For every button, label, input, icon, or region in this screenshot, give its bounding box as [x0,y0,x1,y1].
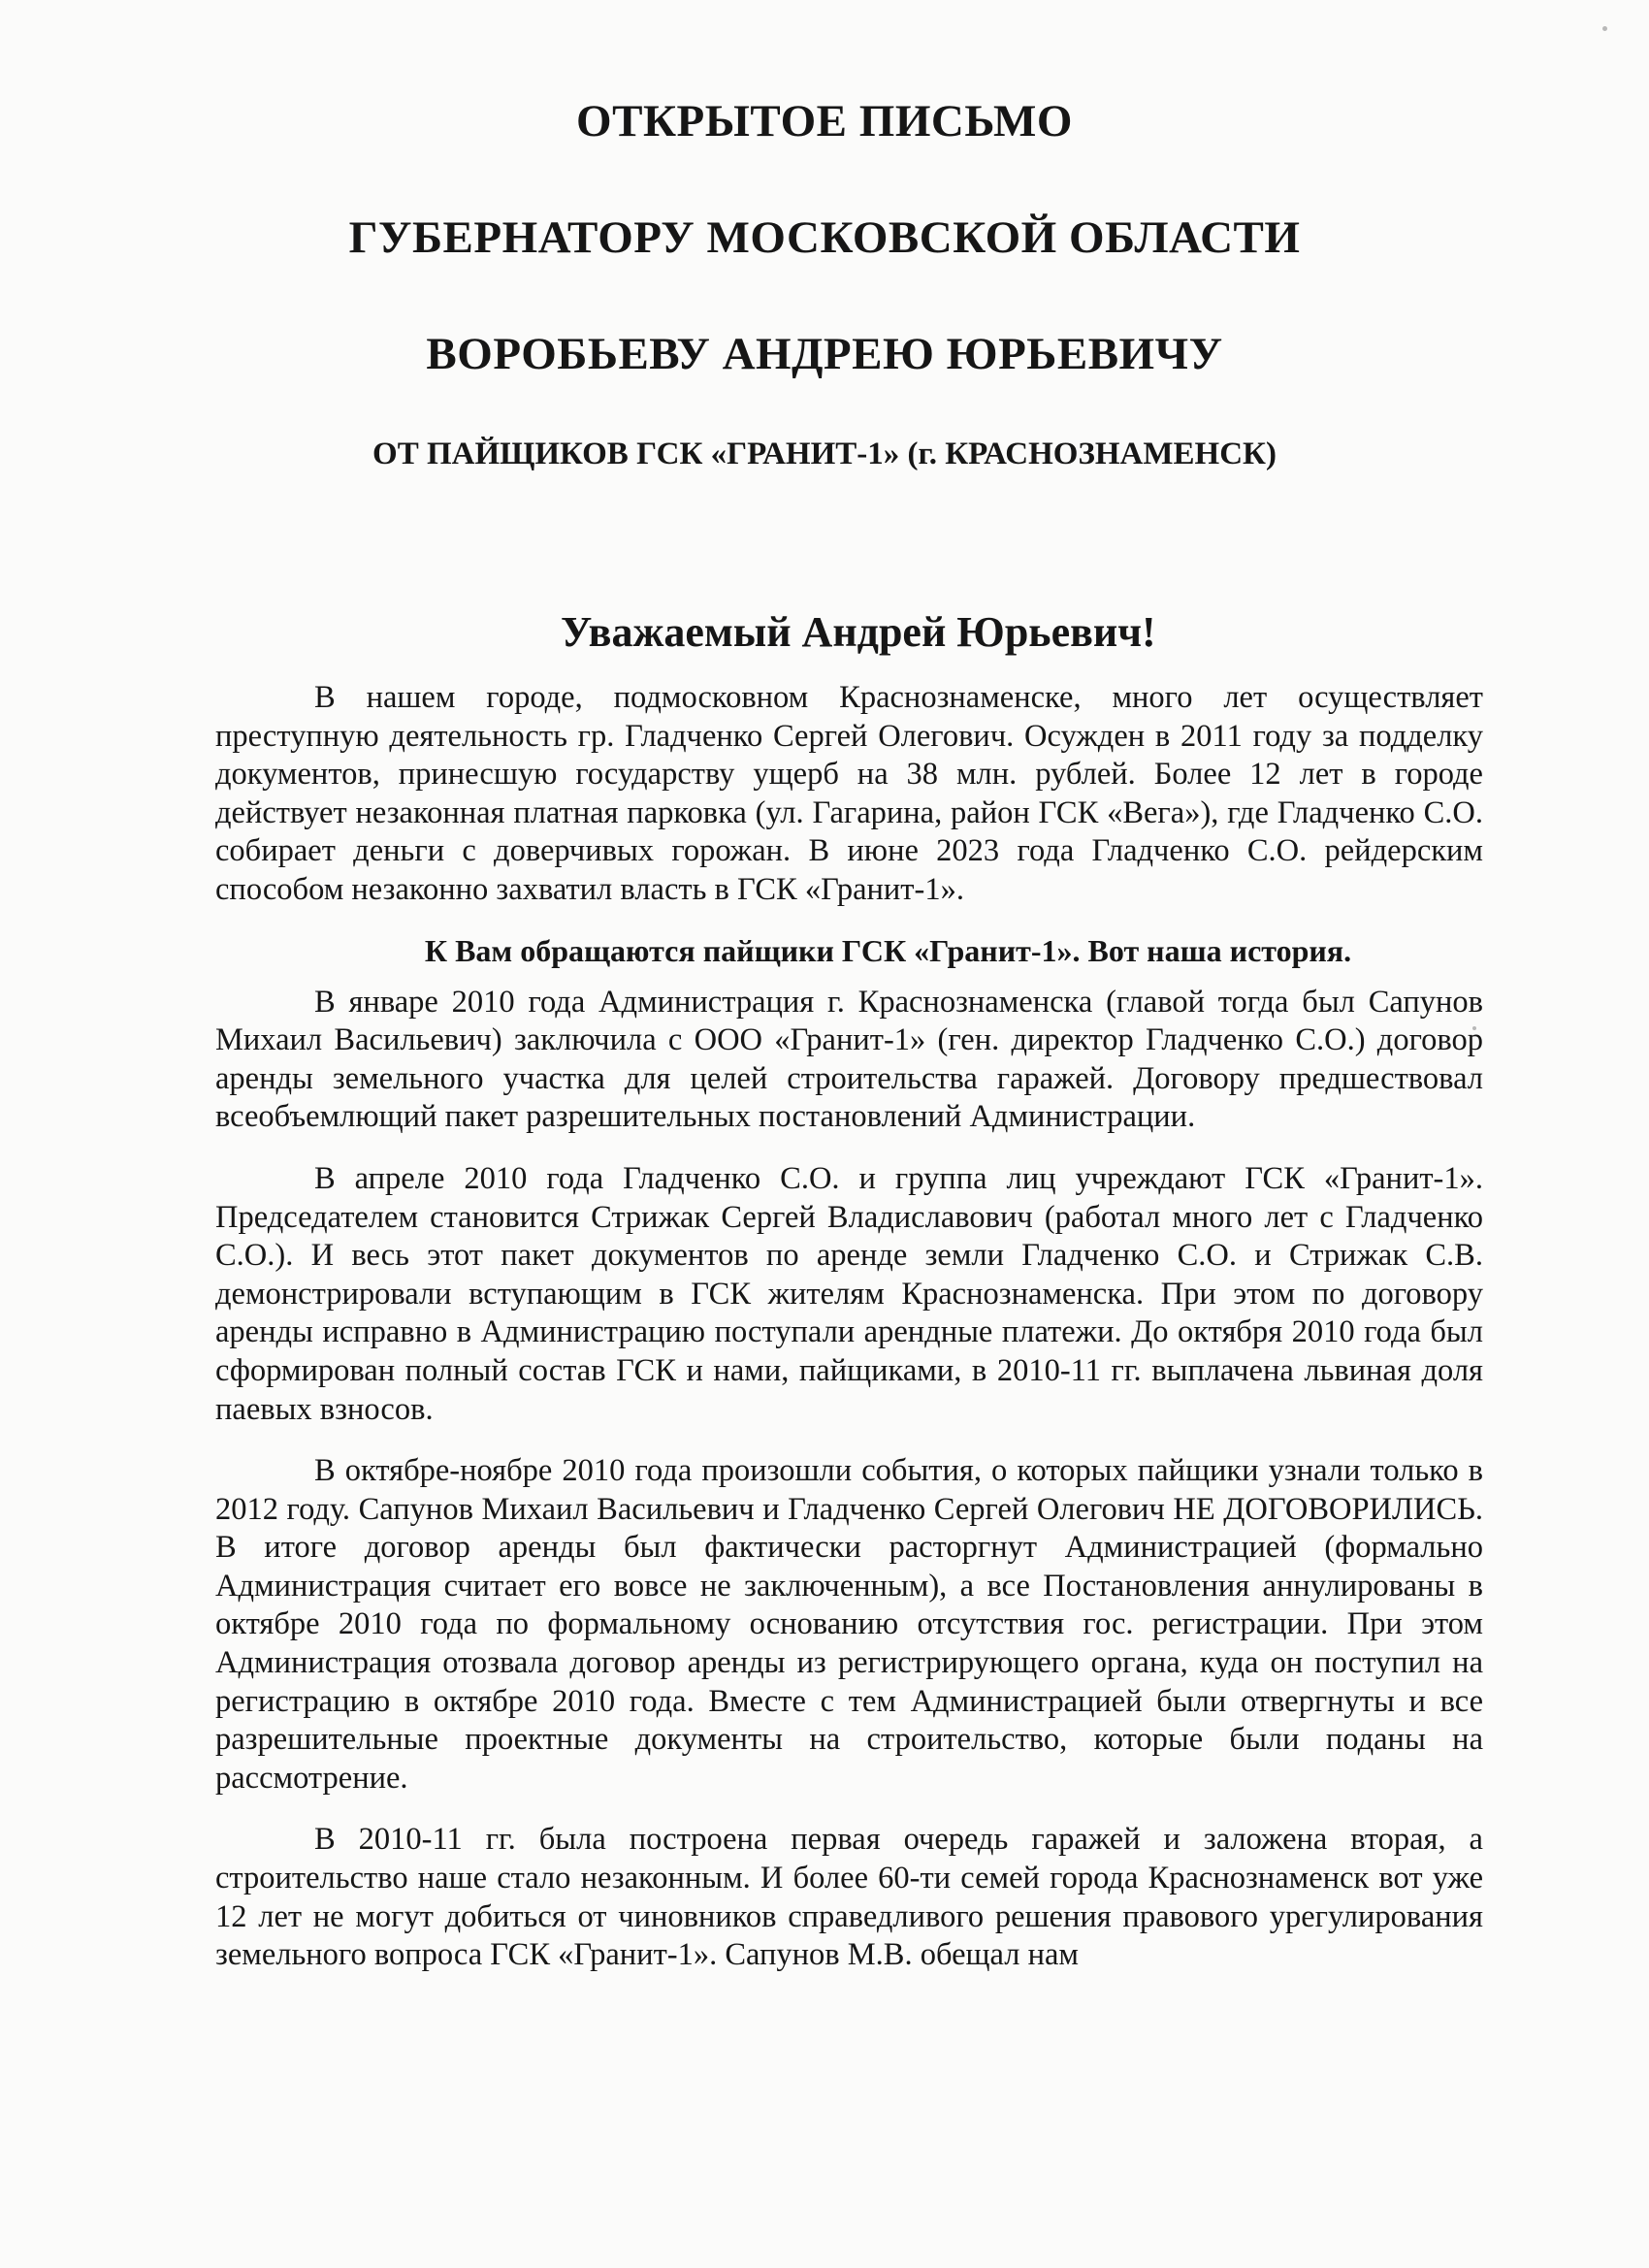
intro-paragraph: В нашем городе, подмосковном Краснознаменске, много лет осуществляет преступную деятельность гр. Гладченко Сергей Олегович. Осужден в 2011 году за подделку документов, принесшую государству ущерб на 38 млн. рублей. Более 12 лет в городе действует незаконная платная парковка (ул. Гагарина, район ГСК «Вега»), где Гладченко С.О. собирает деньги с доверчивых горожан. В июне 2023 года Гладченко С.О. рейдерским способом незаконно захватил власть в ГСК «Гранит-1». [215,680,1483,907]
paragraph-2010-2011: В 2010-11 гг. была построена первая очередь гаражей и заложена вторая, а строительство наше стало незаконным. И более 60-ти семей города Краснознаменск вот уже 12 лет не могут добиться от чиновников справедливого решения правового урегулирования земельного вопроса ГСК «Гранит-1». Сапунов М.В. обещал нам [215,1822,1483,1973]
title-line-3: ВОРОБЬЕВУ АНДРЕЮ ЮРЬЕВИЧУ [426,329,1223,379]
paragraph-2010-january: В январе 2010 года Администрация г. Краснознаменска (главой тогда был Сапунов Михаил Васильевич) заключила с ООО «Гранит-1» (ген. директор Гладченко С.О.) договор аренды земельного участка для целей строительства гаражей. Договору предшествовал всеобъемлющий пакет разрешительных постановлений Администрации. [215,984,1483,1135]
letter-subtitle: ОТ ПАЙЩИКОВ ГСК «ГРАНИТ-1» (г. КРАСНОЗНАМЕНСК) [372,437,1277,471]
title-line-2: ГУБЕРНАТОРУ МОСКОВСКОЙ ОБЛАСТИ [348,212,1301,263]
letter-body [215,679,1483,1975]
appeal-heading: К Вам обращаются пайщики ГСК «Гранит-1». Вот наша история. [424,932,1352,968]
letter-title [0,92,1649,441]
paragraph-2010-october: В октябре-ноябре 2010 года произошли события, о которых пайщики узнали только в 2012 году. Сапунов Михаил Васильевич и Гладченко Сергей Олегович НЕ ДОГОВОРИЛИСЬ. В итоге договор аренды был фактически расторгнут Администрацией (формально Администрация считает его вовсе не заключенным), а все Постановления аннулированы в октябре 2010 года по формальному основанию отсутствия гос. регистрации. При этом Администрация отозвала договор аренды из регистрирующего органа, куда он поступил на регистрацию в октябре 2010 года. Вместе с тем Администрацией были отвергнуты и все разрешительные проектные документы на строительство, которые были поданы на рассмотрение. [215,1453,1483,1796]
salutation: Уважаемый Андрей Юрьевич! [561,608,1156,656]
scan-speck [1602,26,1607,31]
title-line-1: ОТКРЫТОЕ ПИСЬМО [576,96,1073,146]
paragraph-2010-april: В апреле 2010 года Гладченко С.О. и группа лиц учреждают ГСК «Гранит-1». Председателем становится Стрижак Сергей Владиславович (работал много лет с Гладченко С.О.). И весь этот пакет документов по аренде земли Гладченко С.О. и Стрижак С.В. демонстрировали вступающим в ГСК жителям Краснознаменска. При этом по договору аренды исправно в Администрацию поступали арендные платежи. До октября 2010 года был сформирован полный состав ГСК и нами, пайщиками, в 2010-11 гг. выплачена львиная доля паевых взносов. [215,1160,1483,1427]
